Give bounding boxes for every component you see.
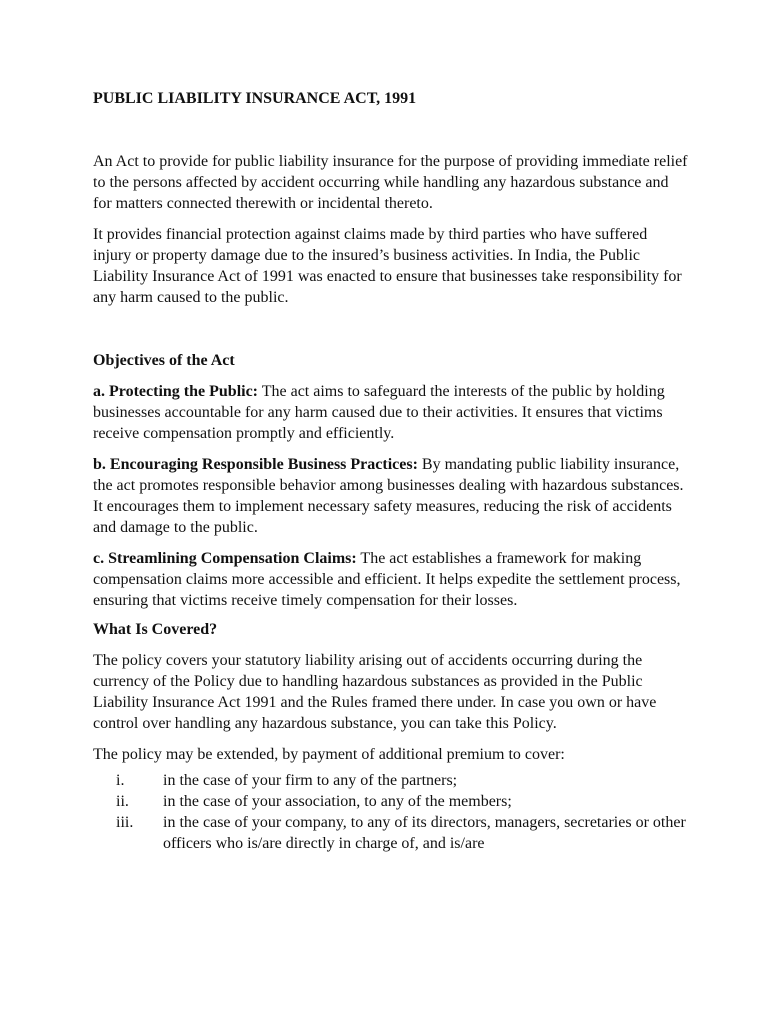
covered-paragraph-1: The policy covers your statutory liability arising out of accidents occurring during the currency of the Policy due to handling hazardous substances as provided in the Public Liability Insurance Act 1991 and the Rules framed there under. In case you own or have control over handling any hazardous substance, you can take this Policy. xyxy=(93,652,657,732)
objective-lead-a: a. Protecting the Public: xyxy=(93,383,259,400)
extension-list xyxy=(93,770,688,854)
list-item-text: in the case of your company, to any of its directors, managers, secretaries or other officers who is/are directly in charge of, and is/are xyxy=(163,814,686,852)
intro-paragraph-2: It provides financial protection against claims made by third parties who have suffered injury or property damage due to the insured’s business activities. In India, the Public Liability Insurance Act of 1991 was enacted to ensure that businesses take responsibility for any harm caused to the public. xyxy=(93,226,682,306)
list-item xyxy=(93,791,688,812)
list-item-number: i. xyxy=(116,772,125,789)
objective-lead-b: b. Encouraging Responsible Business Practices: xyxy=(93,456,418,473)
intro-paragraph-1: An Act to provide for public liability insurance for the purpose of providing immediate relief to the persons affected by accident occurring while handling any hazardous substance and for matters connected therewith or incidental thereto. xyxy=(93,153,688,212)
list-item-text: in the case of your firm to any of the partners; xyxy=(163,772,458,789)
objective-text-c: The act establishes a framework for making compensation claims more accessible and efficient. It helps expedite the settlement process, ensuring that victims receive timely compensation for their losses. xyxy=(93,550,681,609)
objective-text-b: By mandating public liability insurance, the act promotes responsible behavior among businesses dealing with hazardous substances. It encourages them to implement necessary safety measures, reducing the risk of accidents and damage to the public. xyxy=(93,456,684,536)
list-item xyxy=(93,770,688,791)
objective-item-b xyxy=(93,454,688,538)
objective-text-a: The act aims to safeguard the interests of the public by holding businesses accountable for any harm caused due to their activities. It ensures that victims receive compensation promptly and efficiently. xyxy=(93,383,665,442)
objective-lead-c: c. Streamlining Compensation Claims: xyxy=(93,550,357,567)
list-item-text: in the case of your association, to any of the members; xyxy=(163,793,512,810)
objectives-heading: Objectives of the Act xyxy=(93,352,235,369)
covered-heading: What Is Covered? xyxy=(93,621,218,638)
covered-paragraph-2: The policy may be extended, by payment of additional premium to cover: xyxy=(93,746,565,763)
objective-item-c xyxy=(93,548,688,611)
list-item-number: iii. xyxy=(116,814,134,831)
document-title: PUBLIC LIABILITY INSURANCE ACT, 1991 xyxy=(93,90,417,107)
objective-item-a xyxy=(93,381,688,444)
list-item xyxy=(93,812,688,854)
list-item-number: ii. xyxy=(116,793,129,810)
